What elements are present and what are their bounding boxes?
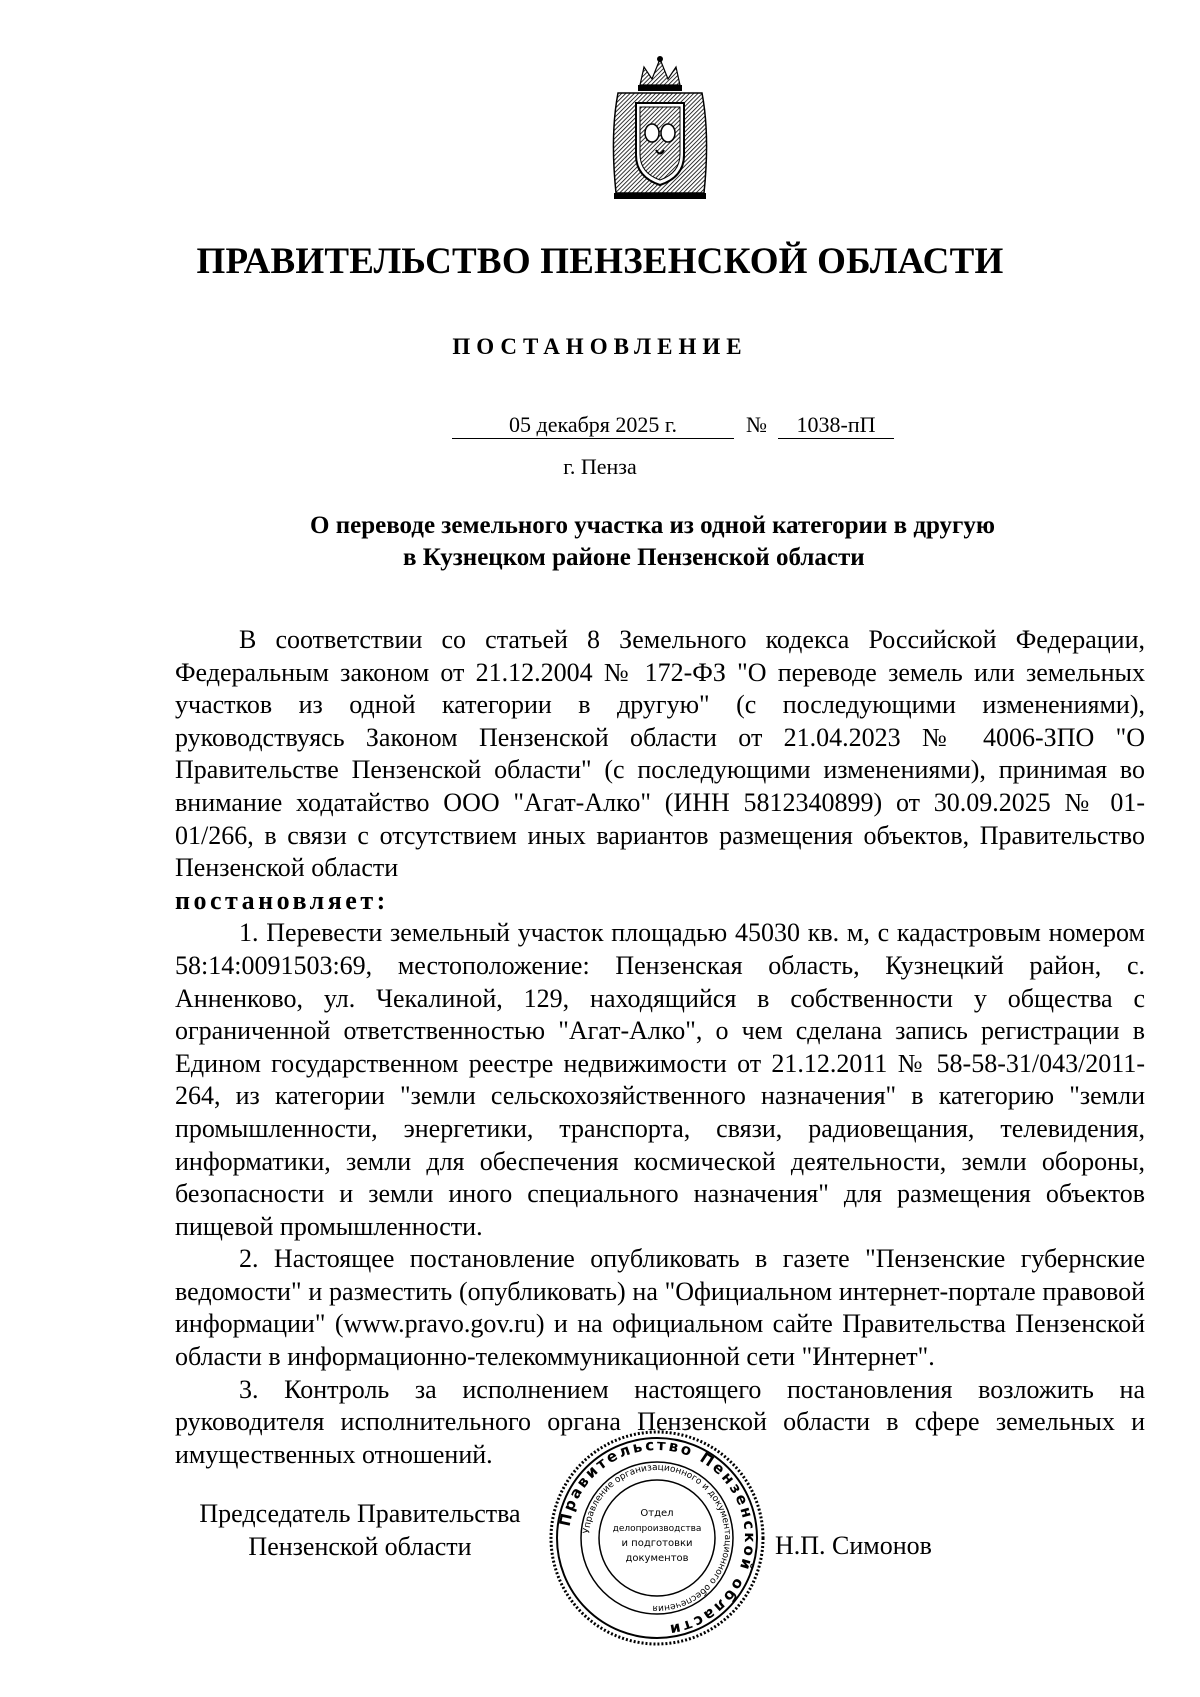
signatory-position [180,1497,540,1563]
document-type: ПОСТАНОВЛЕНИЕ [452,334,748,359]
decree-word [175,885,1145,918]
item-3-paragraph: 3. Контроль за исполнением настоящего постановления возложить на руководителя исполнительного органа Пензенской области в сфере земельных и имущественных отношений. [175,1374,1145,1469]
seal-center-line-3: и подготовки [621,1538,693,1549]
item-2-paragraph: 2. Настоящее постановление опубликовать в газете "Пензенские губернские ведомости" и разместить (опубликовать) на "Официальном интернет-портале правовой информации" (www.pravo.gov.ru) и на официальном сайте Правительства Пензенской области в информационно-телекоммуникационной сети "Интернет". [175,1244,1145,1372]
document-city: г. Пенза [563,454,637,479]
signatory-position-line-1: Председатель Правительства [199,1499,521,1528]
seal-middle-text: Управление организационного и документационного обеспечения [582,1462,733,1614]
document-number: 1038-пП [778,412,894,439]
seal-center-line-2: делопроизводства [612,1524,702,1534]
signatory-position-line-2: Пензенской области [248,1532,472,1561]
decree-word-text: постановляет: [175,885,389,915]
preamble-paragraph: В соответствии со статьей 8 Земельного кодекса Российской Федерации, Федеральным законом от 21.12.2004 № 172-ФЗ "О переводе земель или земельных участков из одной категории в другую" (с последующими изменениями), руководствуясь Законом Пензенской области от 21.04.2023 № 4006-ЗПО "О Правительстве Пензенской области" (с последующими изменениями), принимая во внимание ходатайство ООО "Агат-Алко" (ИНН 5812340899) от 30.09.2025 № 01-01/266, в связи с отсутствием иных вариантов размещения объектов, Правительство Пензенской области [175,625,1145,883]
number-sign: № [746,412,767,437]
seal-center-line-1: Отдел [640,1508,674,1519]
subject-line-2: в Кузнецком районе Пензенской области [403,544,865,571]
seal-outer-text: Правительство Пензенской области [555,1435,760,1640]
document-date: 05 декабря 2025 г. [452,412,734,439]
subject-line-1: О переводе земельного участка из одной категории в другую [310,512,996,539]
signatory-name: Н.П. Симонов [775,1531,932,1560]
official-seal-icon [547,1428,767,1648]
item-1-paragraph: 1. Перевести земельный участок площадью 45030 кв. м, с кадастровым номером 58:14:0091503:69, местоположение: Пензенская область, Кузнецкий район, с. Анненково, ул. Чекалиной, 129, находящийся в собственности у общества с ограниченной ответственностью "Агат-Алко", о чем сделана запись регистрации в Едином государственном реестре недвижимости от 21.12.2011 № 58-58-31/043/2011-264, из категории "земли сельскохозяйственного назначения" в категорию "земли промышленности, энергетики, транспорта, связи, радиовещания, телевидения, информатики, земли для обеспечения космической деятельности, земли обороны, безопасности и земли иного специального назначения" для размещения объектов пищевой промышленности. [175,918,1145,1241]
document-body [175,624,1145,1471]
seal-center-line-4: документов [625,1553,689,1564]
organization-title: ПРАВИТЕЛЬСТВО ПЕНЗЕНСКОЙ ОБЛАСТИ [196,241,1004,282]
coat-of-arms-icon [600,55,720,205]
